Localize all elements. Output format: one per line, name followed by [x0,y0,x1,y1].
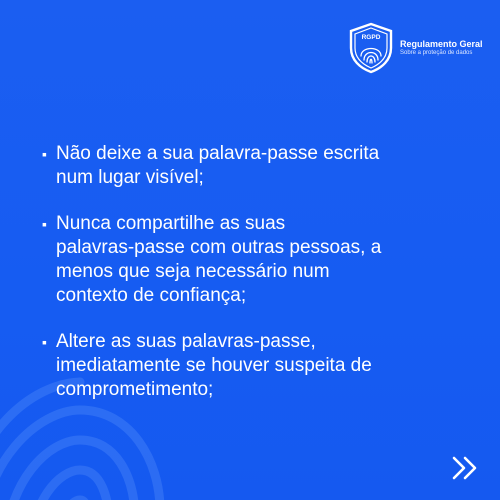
list-item-text: Altere as suas palavras-passe, imediatamente se houver suspeita de comprometimento; [56,331,372,400]
list-item-text: Não deixe a sua palavra-passe escrita num lugar visível; [56,143,380,188]
bullet-icon: ▪ [42,216,47,232]
logo-subtitle: Sobre a proteção de dados [400,49,473,56]
logo-text [400,40,483,56]
double-chevron-right-icon[interactable] [450,454,480,482]
shield-fingerprint-icon [348,22,394,74]
list-item [42,212,462,308]
tips-list [42,142,462,424]
list-item [42,330,462,402]
rgpd-logo [348,22,483,74]
bullet-icon: ▪ [42,334,47,350]
list-item-text: Nunca compartilhe as suas palavras-passe com outras pessoas, a menos que seja necessário num contexto de confiança; [56,213,382,306]
bullet-icon: ▪ [42,146,47,162]
logo-badge-text: RGPD [361,34,381,41]
list-item [42,142,462,190]
logo-title: Regulamento Geral [400,39,483,50]
